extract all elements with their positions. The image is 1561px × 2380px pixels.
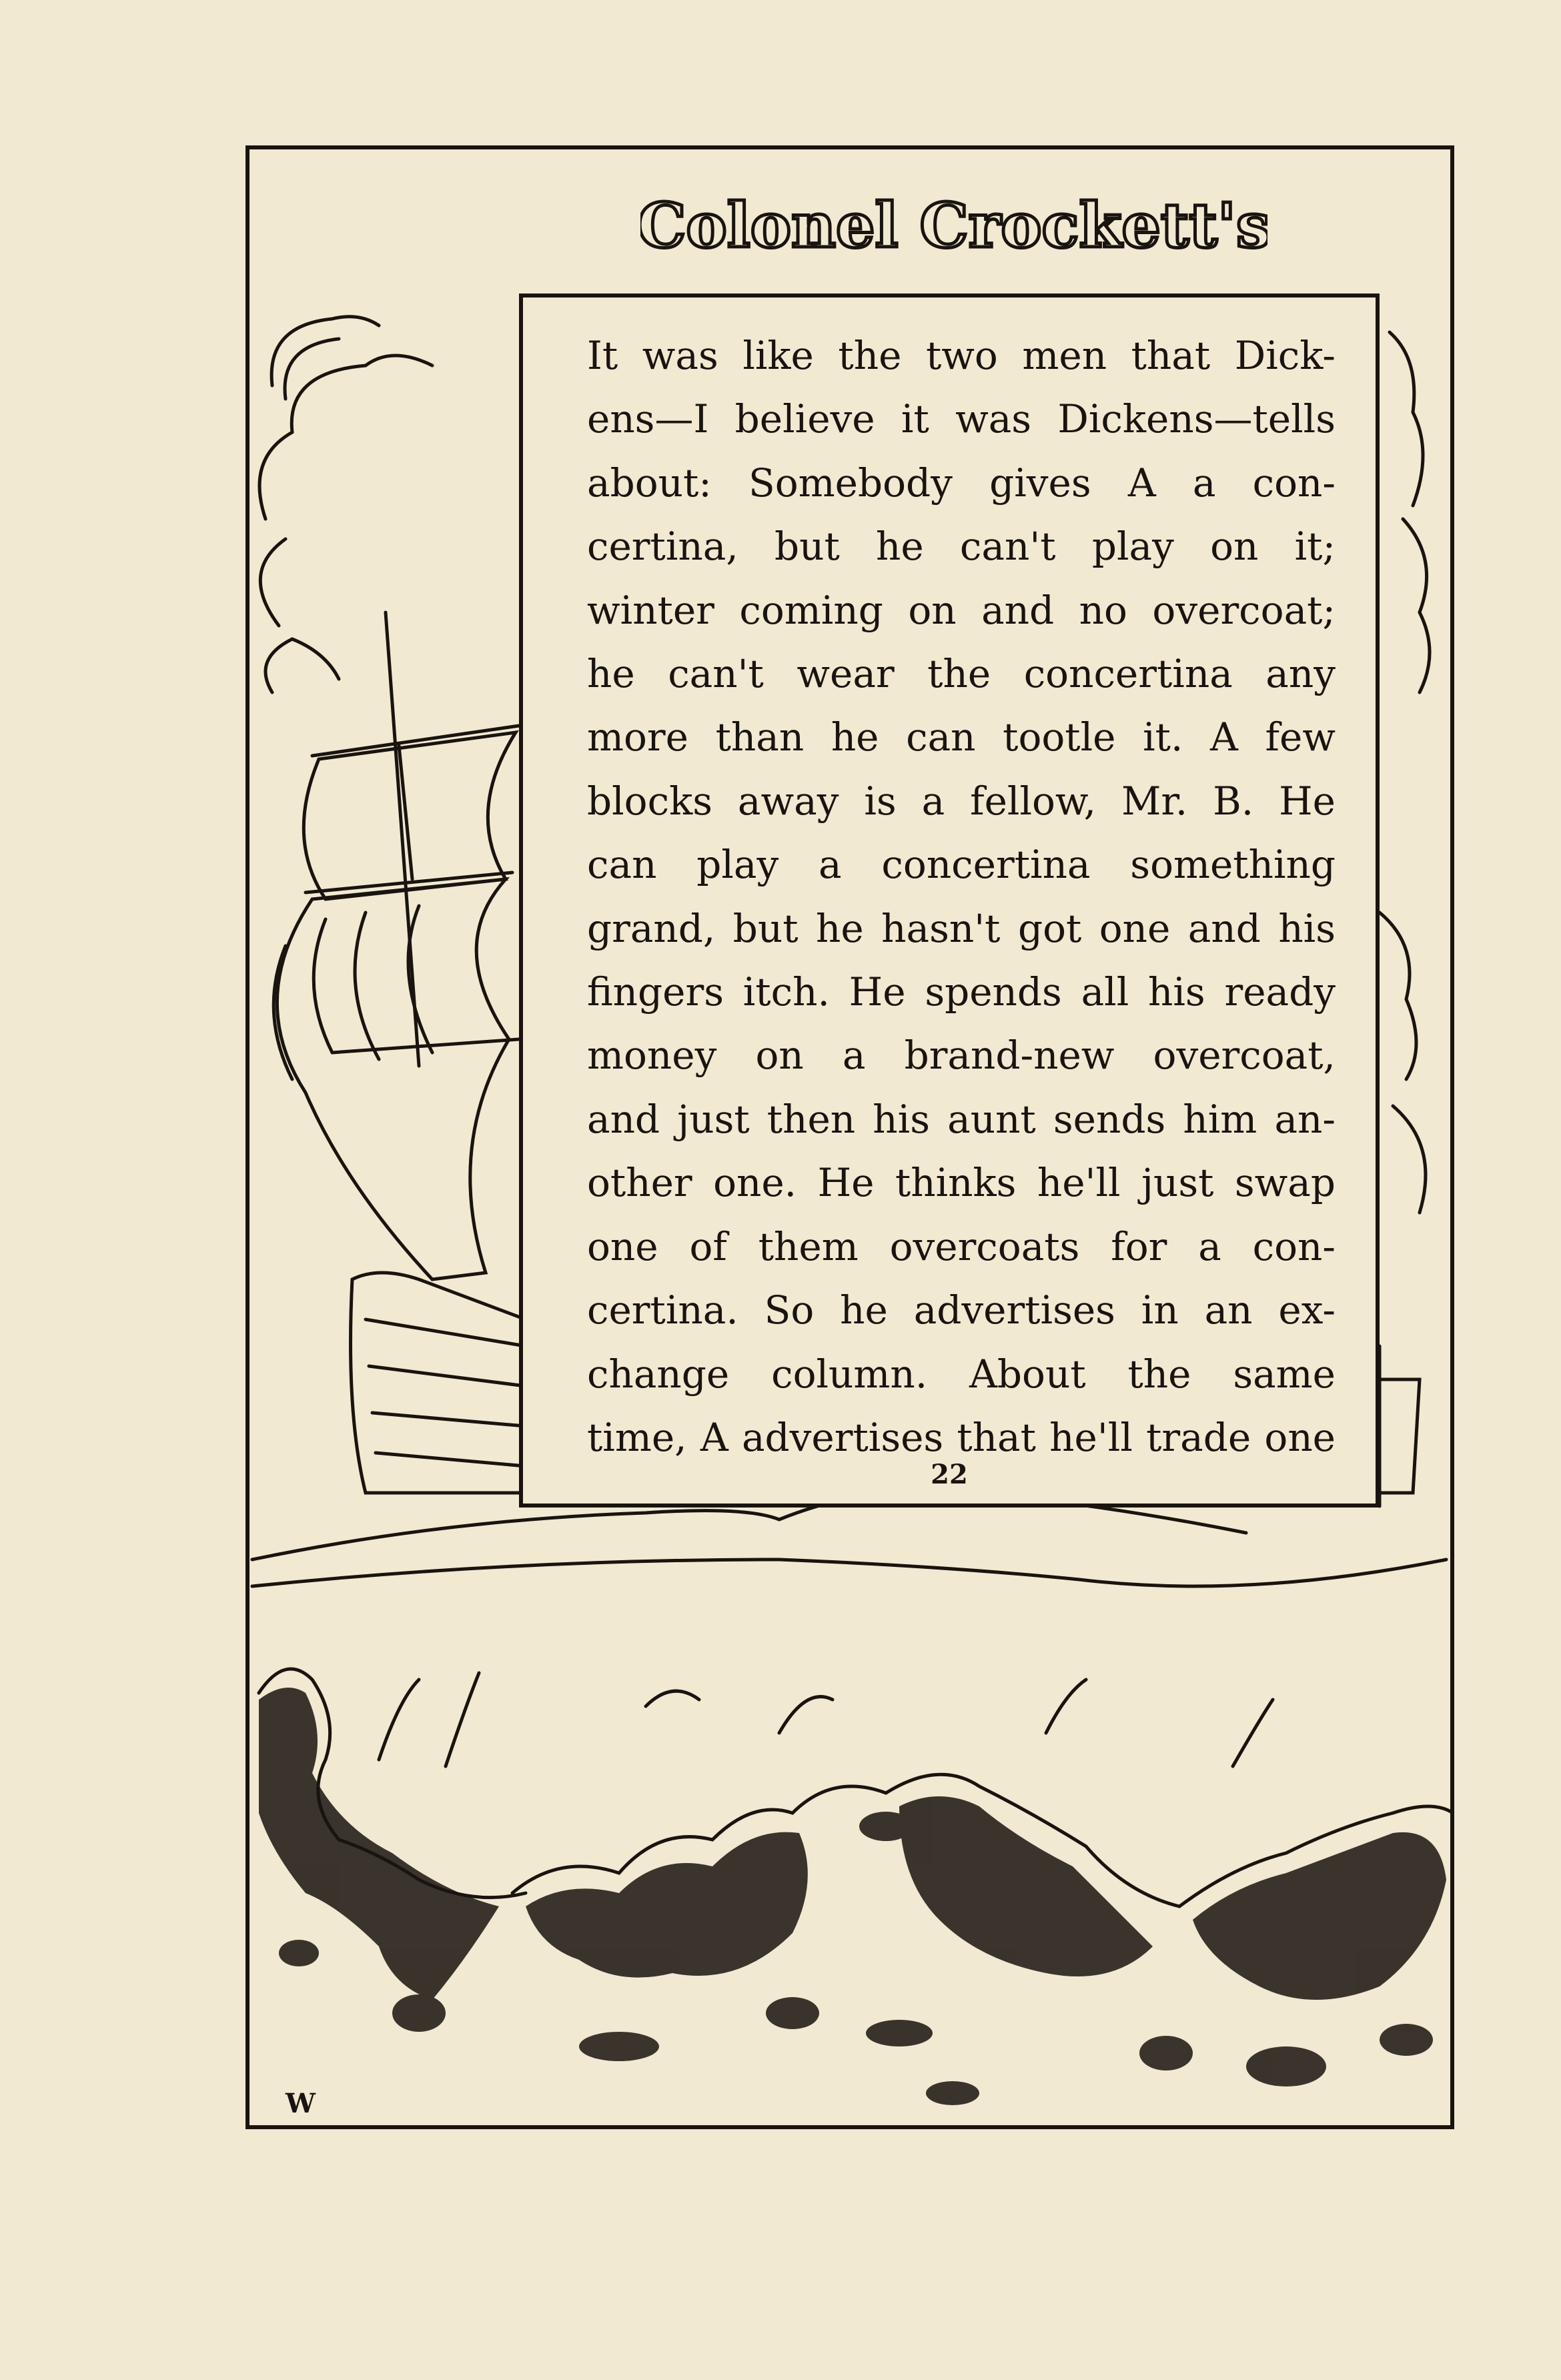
text-line: certina, but he can't play on it; [587, 524, 1336, 570]
text-line: certina. So he advertises in an ex- [587, 1287, 1336, 1333]
text-line: he can't wear the concertina any [587, 651, 1336, 697]
text-line: blocks away is a fellow, Mr. B. He [587, 778, 1336, 824]
text-line: one of them overcoats for a con- [587, 1223, 1336, 1269]
text-line: fingers itch. He spends all his ready [587, 969, 1336, 1015]
artist-monogram: W [286, 2088, 316, 2119]
body-paragraph [587, 324, 1336, 1469]
running-head-text: Colonel Crockett's [640, 189, 1267, 261]
text-line: money on a brand-new overcoat, [587, 1033, 1336, 1079]
page-number: 22 [931, 1459, 968, 1490]
text-line: It was like the two men that Dick- [587, 333, 1336, 378]
running-head [640, 180, 1267, 267]
text-line: and just then his aunt sends him an- [587, 1096, 1336, 1142]
text-line: other one. He thinks he'll just swap [587, 1160, 1336, 1206]
text-line: time, A advertises that he'll trade one [587, 1414, 1336, 1460]
text-line: more than he can tootle it. A few [587, 714, 1336, 760]
text-line: can play a concertina something [587, 842, 1336, 888]
text-line: grand, but he hasn't got one and his [587, 905, 1336, 951]
text-line: winter coming on and no overcoat; [587, 587, 1336, 633]
text-panel [519, 293, 1380, 1508]
text-line: change column. About the same [587, 1351, 1336, 1397]
text-line: about: Somebody gives A a con- [587, 460, 1336, 506]
text-line: ens—I believe it was Dickens—tells [587, 396, 1336, 442]
